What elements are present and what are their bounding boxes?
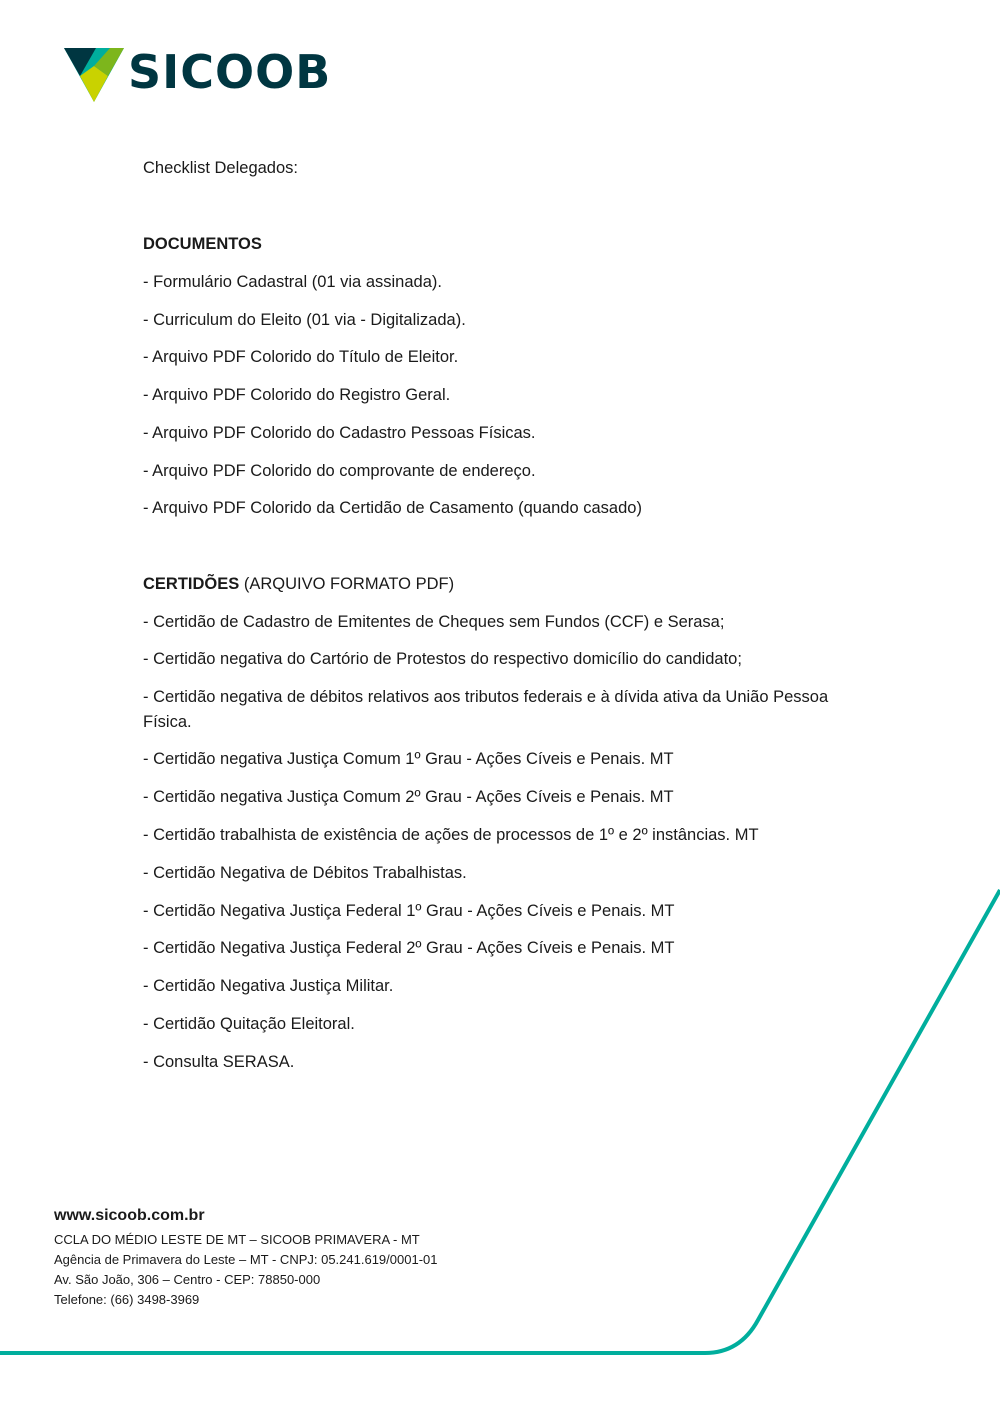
certidoes-heading: CERTIDÕES (143, 575, 240, 593)
list-item: - Certidão Negativa Justiça Federal 2º Grau - Ações Cíveis e Penais. MT (143, 939, 675, 957)
list-item: - Certidão Quitação Eleitoral. (143, 1015, 355, 1033)
documentos-heading: DOCUMENTOS (143, 235, 262, 253)
list-item: - Arquivo PDF Colorido do Cadastro Pessoas Físicas. (143, 424, 536, 442)
list-item: - Certidão Negativa Justiça Militar. (143, 977, 394, 995)
list-item: - Arquivo PDF Colorido da Certidão de Casamento (quando casado) (143, 499, 642, 517)
list-item: - Certidão negativa Justiça Comum 1º Grau - Ações Cíveis e Penais. MT (143, 750, 674, 768)
brand-name: SICOOB (128, 45, 332, 99)
list-item: - Arquivo PDF Colorido do comprovante de endereço. (143, 462, 536, 480)
list-item: - Certidão Negativa de Débitos Trabalhistas. (143, 864, 467, 882)
list-item: - Curriculum do Eleito (01 via - Digitalizada). (143, 311, 466, 329)
list-item: - Arquivo PDF Colorido do Título de Eleitor. (143, 348, 459, 366)
list-item: - Formulário Cadastral (01 via assinada). (143, 273, 442, 291)
intro-title: Checklist Delegados: (143, 159, 298, 177)
list-item: - Certidão negativa do Cartório de Protestos do respectivo domicílio do candidato; (143, 650, 742, 668)
footer-line-address: Av. São João, 306 – Centro - CEP: 78850-000 (54, 1272, 321, 1287)
list-item: - Certidão trabalhista de existência de ações de processos de 1º e 2º instâncias. MT (143, 826, 759, 844)
list-item: - Arquivo PDF Colorido do Registro Geral. (143, 386, 451, 404)
footer-website-link[interactable]: www.sicoob.com.br (54, 1207, 205, 1224)
list-item: - Certidão de Cadastro de Emitentes de Cheques sem Fundos (CCF) e Serasa; (143, 613, 725, 631)
footer-line-company: CCLA DO MÉDIO LESTE DE MT – SICOOB PRIMAVERA - MT (54, 1232, 420, 1247)
certidoes-subheading: (ARQUIVO FORMATO PDF) (239, 575, 455, 593)
list-item: - Certidão negativa de débitos relativos aos tributos federais e à dívida ativa da União Pessoa Física. (143, 688, 829, 731)
list-item: - Certidão negativa Justiça Comum 2º Grau - Ações Cíveis e Penais. MT (143, 788, 674, 806)
list-item: - Consulta SERASA. (143, 1053, 295, 1071)
footer-line-agency: Agência de Primavera do Leste – MT - CNPJ: 05.241.619/0001-01 (54, 1252, 438, 1267)
footer-line-phone: Telefone: (66) 3498-3969 (54, 1292, 200, 1307)
list-item: - Certidão Negativa Justiça Federal 1º Grau - Ações Cíveis e Penais. MT (143, 902, 675, 920)
